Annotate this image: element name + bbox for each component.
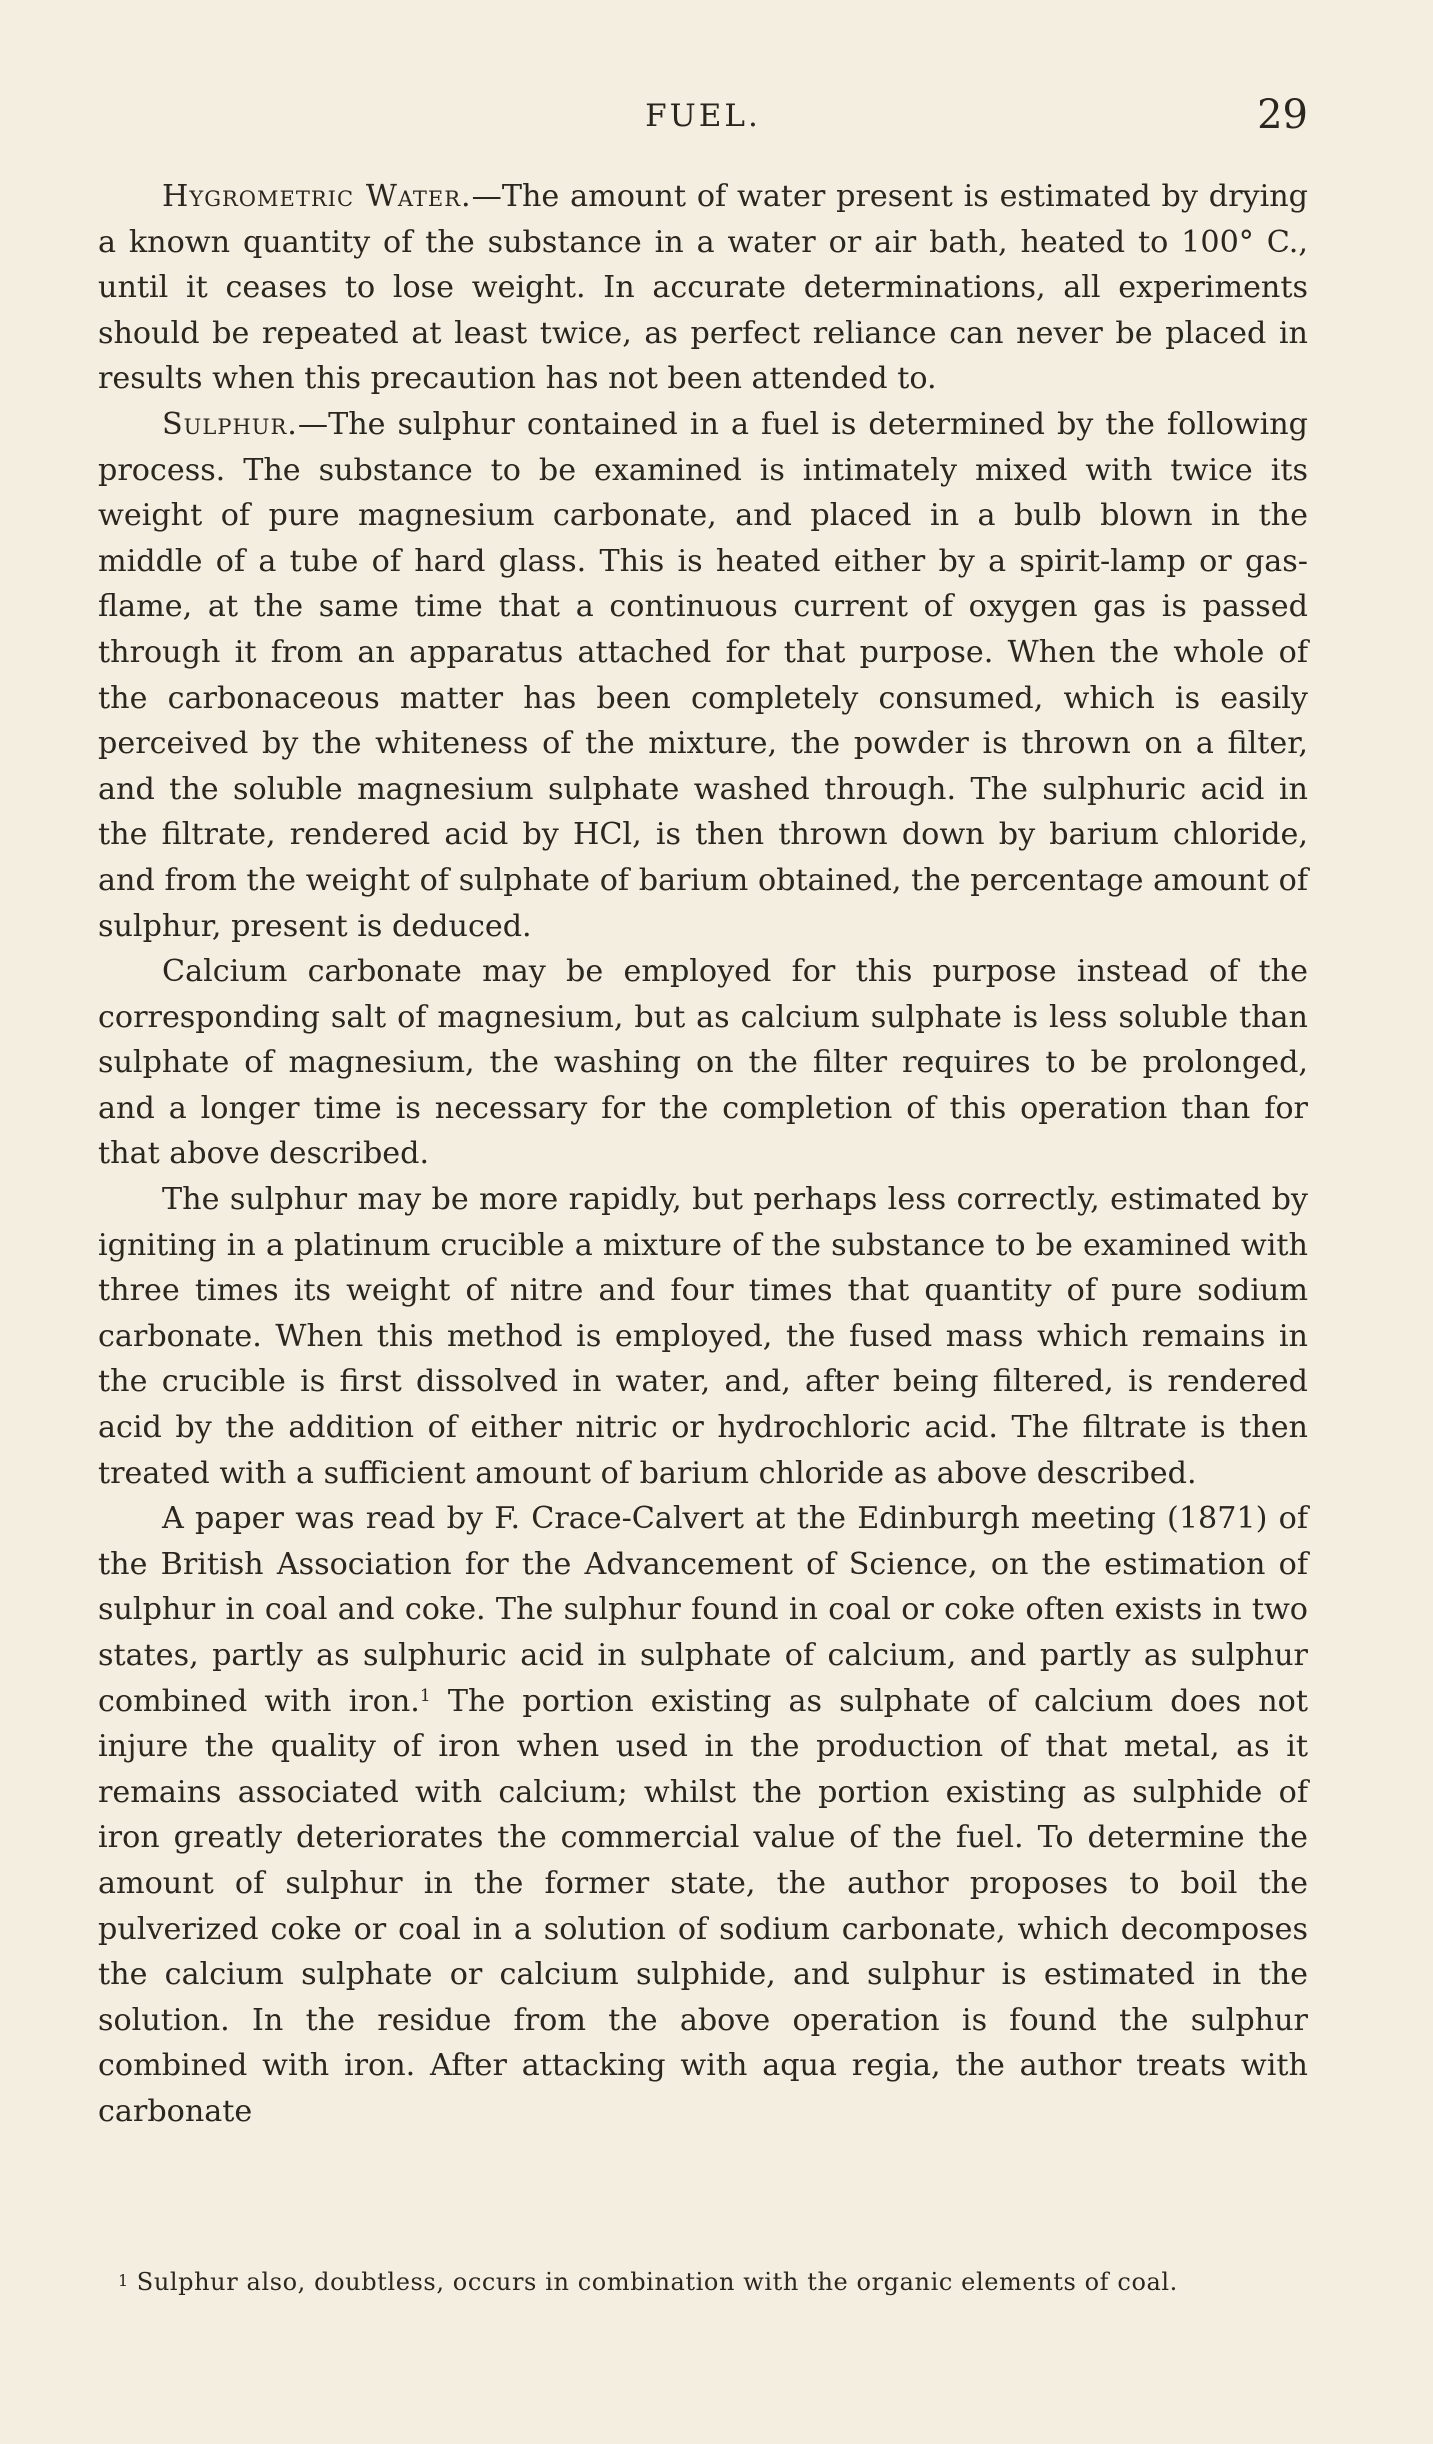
- paragraph-sulphur: [98, 402, 1308, 949]
- paragraph-text: —The amount of water present is estimated by drying a known quantity of the substance in a water or air bath, heated to 100° C., until it ceases to lose weight. In accurate determinations, all experiments should be repeated at least twice, as perfect reliance can never be placed in results when this precaution has not been attended to.: [98, 179, 1308, 397]
- paragraph-text: The portion existing as sulphate of calcium does not injure the quality of iron when used in the production of that metal, as it remains associated with calcium; whilst the portion existing as sulphide of iron greatly deteriorates the commercial value of the fuel. To determine the amount of sulphur in the former state, the author proposes to boil the pulverized coke or coal in a solution of sodium carbonate, which decomposes the calcium sulphate or calcium sulphide, and sulphur is estimated in the solution. In the residue from the above operation is found the sulphur combined with iron. After attacking with aqua regia, the author treats with carbonate: [98, 1683, 1308, 2129]
- footnote-marker: 1: [118, 2271, 129, 2290]
- paragraph-rapid-method: [98, 1177, 1308, 1496]
- footnote-reference[interactable]: 1: [419, 1685, 431, 1706]
- footnote-text: Sulphur also, doubtless, occurs in combination with the organic elements of coal.: [136, 2268, 1178, 2296]
- paragraph-text: —The sulphur contained in a fuel is determined by the following process. The substance to be examined is intimately mixed with twice its weight of pure magnesium carbonate, and placed in a bulb blown in the middle of a tube of hard glass. This is heated either by a spirit-lamp or gas-flame, at the same time that a continuous current of oxygen gas is passed through it from an apparatus attached for that purpose. When the whole of the carbonaceous matter has been completely consumed, which is easily perceived by the whiteness of the mixture, the powder is thrown on a filter, and the soluble magnesium sulphate washed through. The sulphuric acid in the filtrate, rendered acid by HCl, is then thrown down by barium chloride, and from the weight of sulphate of barium obtained, the percentage amount of sulphur, present is deduced.: [98, 406, 1308, 944]
- running-head: [98, 92, 1308, 140]
- paragraph-crace-calvert: [98, 1496, 1308, 2134]
- paragraph-text: A paper was read by F. Crace-Calvert at the Edinburgh meeting (1871) of the British Association for the Advancement of Science, on the estimation of sulphur in coal and coke. The sulphur found in coal or coke often exists in two states, partly as sulphuric acid in sulphate of calcium, and partly as sulphur combined with iron.: [98, 1501, 1308, 1719]
- page-title: FUEL.: [645, 98, 761, 134]
- section-lead-sulphur: Sulphur.: [162, 406, 298, 442]
- footnote: [98, 2264, 1308, 2299]
- paragraph-calcium-carbonate: [98, 949, 1308, 1177]
- body-text: [98, 174, 1308, 2135]
- paragraph-hygrometric-water: [98, 174, 1308, 402]
- paragraph-text: The sulphur may be more rapidly, but perhaps less correctly, estimated by igniting in a platinum crucible a mixture of the substance to be examined with three times its weight of nitre and four times that quantity of pure sodium carbonate. When this method is employed, the fused mass which remains in the crucible is first dissolved in water, and, after being filtered, is rendered acid by the addition of either nitric or hydrochloric acid. The filtrate is then treated with a sufficient amount of barium chloride as above described.: [98, 1182, 1308, 1491]
- paragraph-text: Calcium carbonate may be employed for this purpose instead of the corresponding salt of magnesium, but as calcium sulphate is less soluble than sulphate of magnesium, the washing on the filter requires to be prolonged, and a longer time is necessary for the completion of this operation than for that above described.: [98, 954, 1308, 1172]
- page-number: 29: [1257, 92, 1308, 138]
- section-lead-hygrometric-water: Hygrometric Water.: [162, 179, 472, 214]
